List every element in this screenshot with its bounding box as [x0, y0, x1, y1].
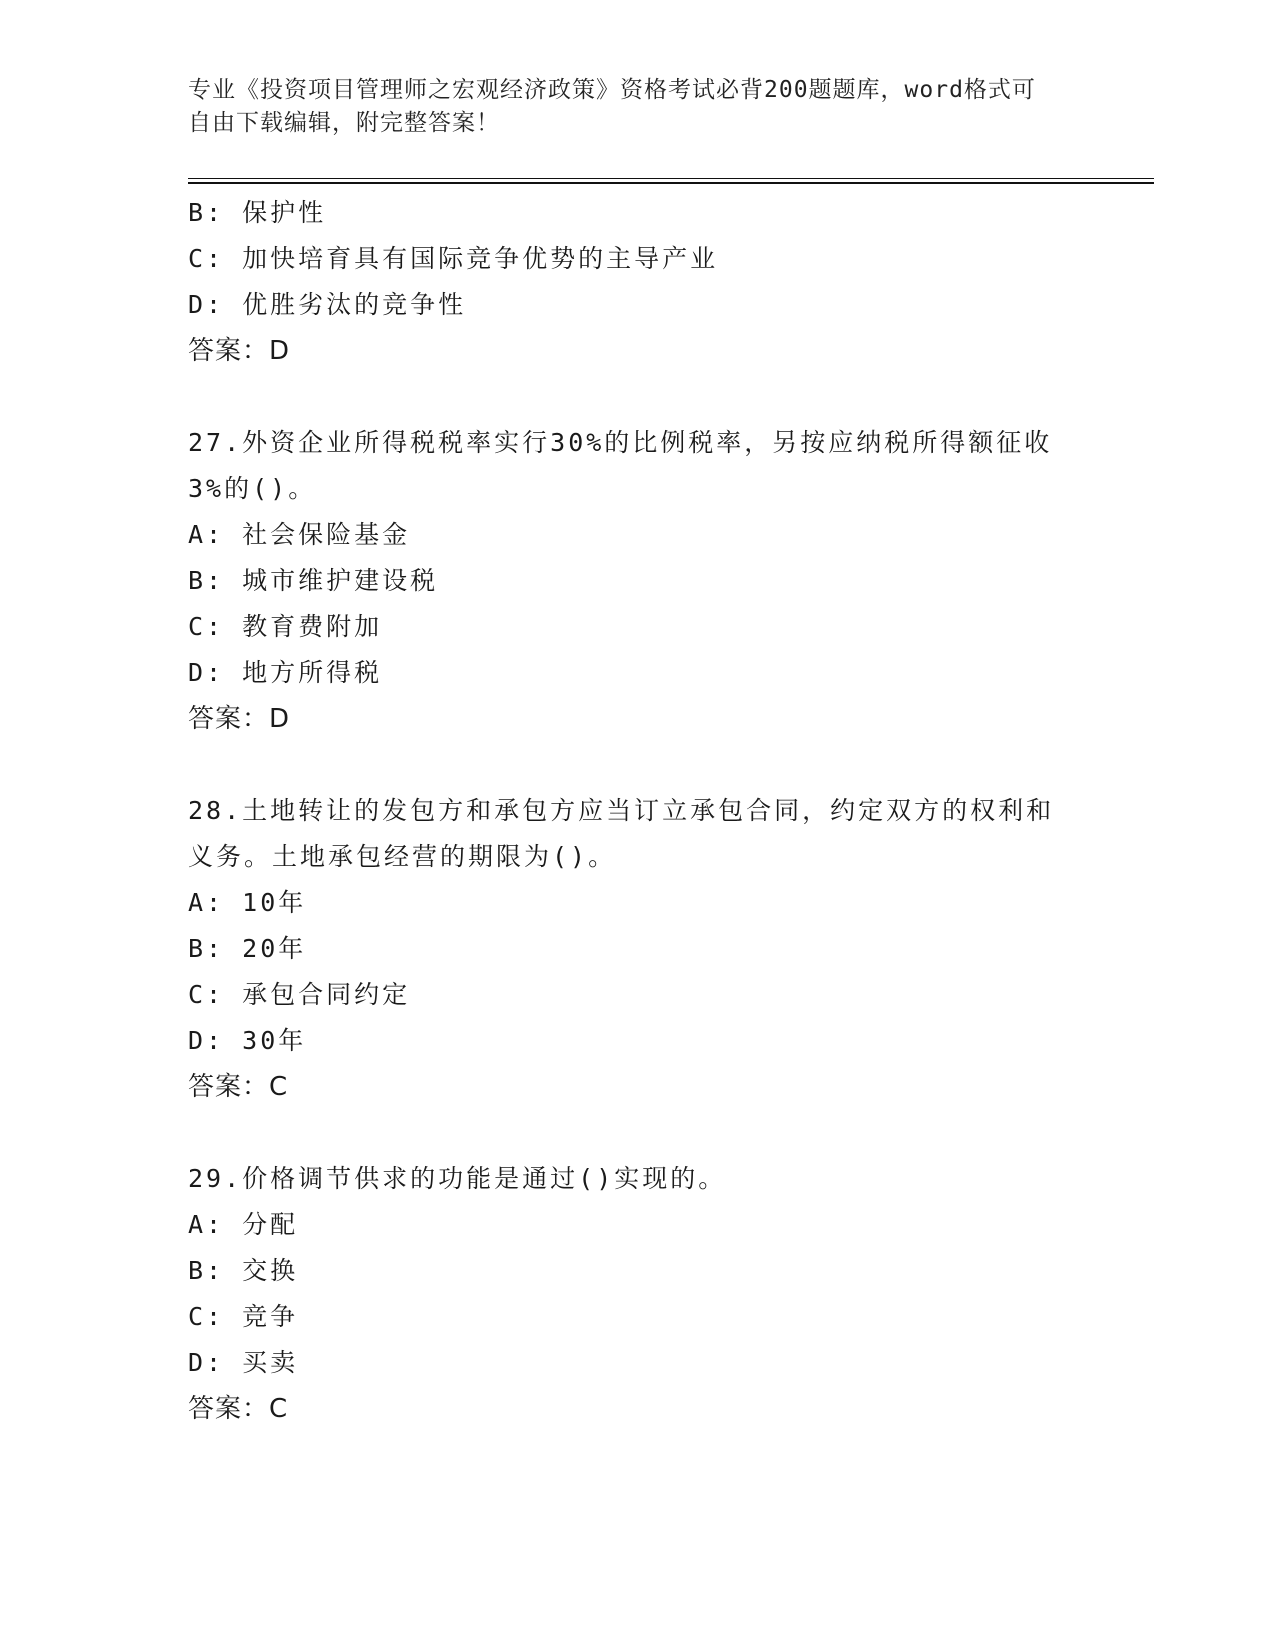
- answer-label: 答案：C: [188, 1072, 289, 1102]
- answer-label: 答案：D: [188, 336, 291, 366]
- option-c: C: 教育费附加: [188, 612, 383, 641]
- question-28: [188, 788, 1088, 1110]
- header-line-2: 自由下载编辑，附完整答案！: [188, 110, 500, 136]
- option-c: C: 竞争: [188, 1302, 299, 1331]
- option-a: A: 10年: [188, 888, 307, 917]
- header-line-1: 专业《投资项目管理师之宏观经济政策》资格考试必背200题题库，word格式可: [188, 77, 1036, 103]
- question-stem-continued: 3%的()。: [188, 474, 317, 503]
- option-b: B: 20年: [188, 934, 307, 963]
- spacer: [188, 742, 1088, 788]
- option-c: C: 承包合同约定: [188, 980, 411, 1009]
- header-rule-thick: [188, 182, 1154, 184]
- option-d: D: 30年: [188, 1026, 307, 1055]
- option-b: B: 交换: [188, 1256, 299, 1285]
- question-29: [188, 1156, 1088, 1432]
- option-a: A: 分配: [188, 1210, 299, 1239]
- answer-label: 答案：C: [188, 1394, 289, 1424]
- option-b: B: 保护性: [188, 198, 327, 227]
- spacer: [188, 374, 1088, 420]
- question-stem: 27.外资企业所得税税率实行30%的比例税率，另按应纳税所得额征收: [188, 428, 1053, 457]
- option-d: D: 买卖: [188, 1348, 299, 1377]
- spacer: [188, 1110, 1088, 1156]
- question-stem: 29.价格调节供求的功能是通过()实现的。: [188, 1164, 727, 1193]
- option-b: B: 城市维护建设税: [188, 566, 439, 595]
- option-d: D: 地方所得税: [188, 658, 383, 687]
- question-27: [188, 420, 1088, 742]
- question-stem: 28.土地转让的发包方和承包方应当订立承包合同，约定双方的权利和: [188, 796, 1055, 825]
- option-d: D: 优胜劣汰的竞争性: [188, 290, 467, 319]
- question-26-tail: [188, 190, 1088, 374]
- question-stem-continued: 义务。土地承包经营的期限为()。: [188, 842, 617, 871]
- option-a: A: 社会保险基金: [188, 520, 411, 549]
- option-c: C: 加快培育具有国际竞争优势的主导产业: [188, 244, 719, 273]
- header-rule-thin: [188, 178, 1154, 179]
- document-header: [188, 74, 1088, 140]
- question-list: [188, 190, 1088, 1432]
- answer-label: 答案：D: [188, 704, 291, 734]
